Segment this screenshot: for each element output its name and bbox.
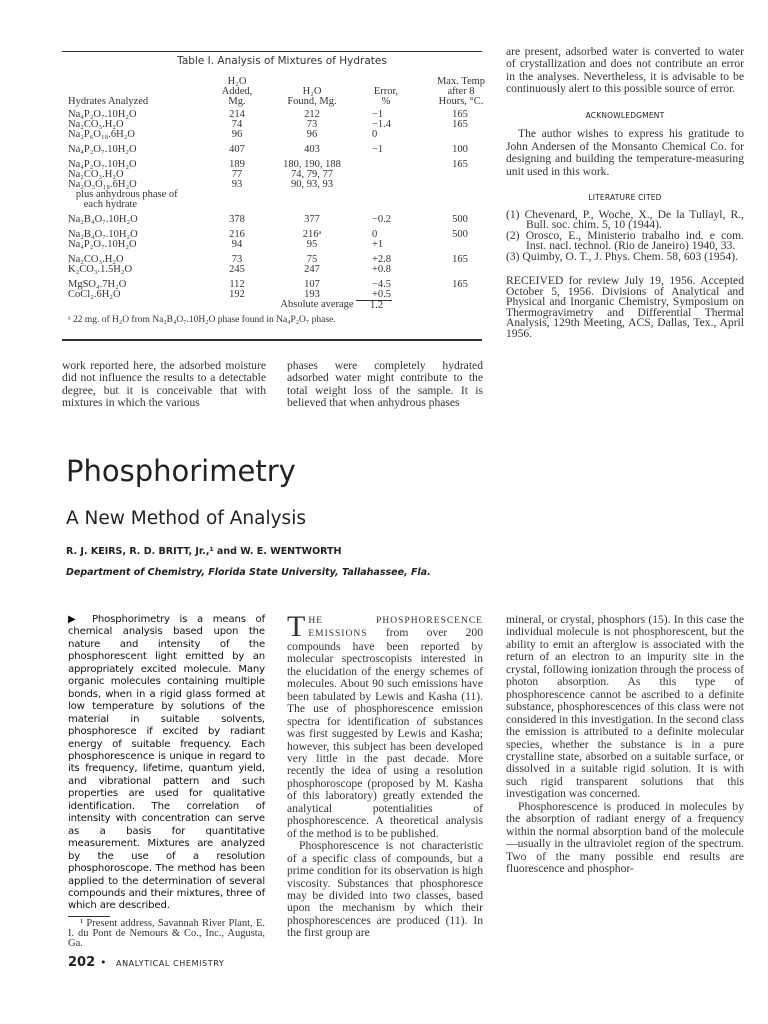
cell-h2o-found: 107	[304, 279, 320, 290]
cell-h2o-found: 73	[306, 119, 318, 130]
intro-paragraph	[287, 610, 483, 840]
cell-hydrate: Na₂CO₃.H₂O	[68, 254, 124, 265]
cell-hydrate: Na₂CO₃.H₂O	[68, 169, 124, 180]
cell-error-percent: −1.4	[372, 119, 392, 130]
cell-hydrate: Na₂O₃O₁₈.6H₂O	[68, 179, 137, 190]
table-bottom-rule	[62, 339, 482, 341]
cell-hydrate: Na₄P₂O₇.10H₂O	[68, 144, 137, 155]
received-note: RECEIVED for review July 19, 1956. Accepted October 5, 1956. Divisions of Analytical and Physical and Inorganic Chemistry, Symposium on Thermogravimetry and Differential Thermal Analysis, 129th Meeting, ACS, Dallas, Tex., April 1956.	[506, 274, 744, 340]
table-row	[62, 130, 482, 140]
paragraph-2: Phosphorescence is not characteristic of a specific class of compounds, but a prime condition for its observation is high viscosity. Substances that phosphoresce may be divided into two classes, based upon the mechanism by which their phosphorescences are produced (11). In the first group are	[287, 839, 483, 940]
average-row	[62, 300, 482, 310]
cell-error-percent: +0.5	[372, 289, 392, 300]
cell-max-temp: 165	[452, 109, 468, 120]
cell-h2o-added: 189	[229, 159, 245, 170]
table-row	[62, 265, 482, 275]
paragraph-4: Phosphorescence is produced in molecules by the absorption of radiant energy of a frequency within the normal absorption band of the molecule—usually in the ultraviolet region of the spectrum. Two of the many possible end results are fluorescence and phosphor-	[506, 799, 744, 876]
paragraph-3: mineral, or crystal, phosphors (15). In this case the individual molecule is not phosphorescent, but the ability to emit an afterglow is associated with the return of an electron to an impurity site in the crystal, following ionization through the process of photon absorption. As this type of phosphorescence cannot be ascribed to a definite substance, phosphorescences of this class were not considered in this investigation. In the second class the emission is attributed to a definite molecular species, whether the substance is in a pure crystalline state, absorbed on a suitable surface, or dissolved in a suitable rigid solution. It is with such rigid transparent solutions that this investigation was concerned.	[506, 613, 744, 801]
cell-max-temp: 500	[452, 229, 468, 240]
cell-h2o-added: 245	[229, 264, 245, 275]
article-title: Phosphorimetry	[66, 454, 296, 488]
cell-h2o-found: 216ᵃ	[302, 229, 322, 240]
cell-h2o-found: 96	[306, 129, 318, 140]
hydrates-table	[62, 55, 486, 325]
cell-h2o-added: 216	[229, 229, 245, 240]
cell-h2o-found: 95	[306, 239, 318, 250]
table-footnote: ᵃ 22 mg. of H₂O from Na₂B₄O₇.10H₂O phase found in Na₄P₂O₇ phase.	[68, 315, 336, 325]
cell-h2o-found: 377	[304, 214, 320, 225]
page-number: 202	[68, 955, 96, 970]
cell-error-percent: +2.8	[372, 254, 392, 265]
cell-h2o-added: 74	[231, 119, 243, 130]
cell-error-percent: 0	[372, 229, 378, 240]
author-footnote: ¹ Present address, Savannah River Plant, E. I. du Pont de Nemours & Co., Inc., Augusta, Ga.	[68, 917, 265, 949]
paragraph-1: from over 200 compounds have been reported by molecular spectroscopists interested in the elucidation of the energy schemes of molecules. About 90 such emissions have been tabulated by Lewis and Kasha (11). The use of phosphorescence emission spectra for identification of substances was first suggested by Lewis and Kasha; however, this subject has been developed very little in the past decade. More recently the idea of using a resolution phosphoroscope (proposed by M. Kasha of this laboratory) greatly extended the analytical potentialities of phosphorescence. A theoretical analysis of the method is to be published.	[287, 626, 483, 840]
reference-3: (3) Quimby, O. T., J. Phys. Chem. 58, 603 (1954).	[506, 249, 738, 263]
cell-max-temp: 165	[452, 254, 468, 265]
prev-col-2: phases were completely hydrated adsorbed water might contribute to the total weight loss of the sample. It is believed that when anhydrous phases	[287, 359, 483, 410]
cell-hydrate: Na₂P₆O₁₈.6H₂O	[68, 129, 136, 140]
table-row	[62, 290, 482, 300]
cell-hydrate: Na₂B₄O₇.10H₂O	[68, 229, 138, 240]
article-affiliation: Department of Chemistry, Florida State University, Tallahassee, Fla.	[66, 567, 431, 578]
body-column-1	[287, 610, 483, 940]
cell-h2o-added: 93	[231, 179, 243, 190]
header-error: Error, %	[373, 86, 399, 107]
header-added: H₂O Added, Mg.	[221, 76, 253, 107]
footer-bullet: •	[100, 956, 107, 969]
journal-name: ANALYTICAL CHEMISTRY	[116, 959, 225, 968]
table-row	[62, 240, 482, 250]
cell-h2o-found: 75	[306, 254, 318, 265]
cell-h2o-found: 212	[304, 109, 320, 120]
abstract: ▶ Phosphorimetry is a means of chemical analysis based upon the nature and intensity of the phosphorescent light emitted by an appropriately excited molecule. Many organic molecules containing multiple bonds, when in a rigid glass formed at low temperature by solutions of the material in suitable solvents, phosphoresce if excited by radiant energy of suitable frequency. Each phosphorescence is unique in regard to its frequency, lifetime, quantum yield, and vibrational pattern and such properties are used for qualitative identification. The correlation of intensity with concentration can serve as a basis for quantitative measurement. Mixtures are analyzed by the use of a resolution phosphoroscope. The method has been applied to the determination of several compounds and their mixtures, three of which are described.	[68, 614, 265, 912]
prev-col-3-text: are present, adsorbed water is converted to water of crystallization and does not contribute an error in the analyses. Nevertheless, it is advisable to be continuously alert to this possible source of error.	[506, 45, 744, 96]
prev-col-1: work reported here, the adsorbed moisture did not influence the results to a detectable degree, but it is conceivable that with mixtures in which the various	[62, 359, 266, 410]
body-column-2	[506, 614, 744, 876]
cell-hydrate: CoCl₂.6H₂O	[68, 289, 121, 300]
table-title: Table I. Analysis of Mixtures of Hydrates	[177, 55, 387, 67]
cell-h2o-found: 90, 93, 93	[291, 179, 333, 190]
cell-error-percent: −1	[372, 144, 384, 155]
cell-h2o-found: 180, 190, 188	[283, 159, 341, 170]
cell-hydrate: MgSO₄.7H₂O	[68, 279, 127, 290]
header-hydrates: Hydrates Analyzed	[68, 96, 149, 107]
drop-cap: T	[287, 610, 306, 643]
table-row	[62, 200, 482, 210]
cell-hydrate: each hydrate	[68, 199, 138, 210]
cell-error-percent: −4.5	[372, 279, 392, 290]
table-row	[62, 110, 482, 120]
cell-h2o-added: 77	[231, 169, 243, 180]
cell-h2o-added: 214	[229, 109, 245, 120]
cell-hydrate: Na₂CO₃.H₂O	[68, 119, 124, 130]
cell-h2o-added: 73	[231, 254, 243, 265]
cell-h2o-found: 74, 79, 77	[291, 169, 333, 180]
reference-1: (1) Chevenard, P., Woche, X., De la Tullayl, R., Bull. soc. chim. 5, 10 (1944).	[506, 207, 744, 232]
acknowledgment-heading: ACKNOWLEDGMENT	[585, 110, 665, 120]
table-row	[62, 280, 482, 290]
table-row	[62, 215, 482, 225]
article-subtitle: A New Method of Analysis	[66, 508, 306, 529]
cell-h2o-added: 378	[229, 214, 245, 225]
literature-heading: LITERATURE CITED	[588, 193, 662, 203]
cell-hydrate: plus anhydrous phase of	[68, 189, 178, 200]
header-max-temp: Max. Temp after 8 Hours, °C.	[436, 76, 486, 107]
cell-max-temp: 165	[452, 119, 468, 130]
cell-h2o-added: 112	[229, 279, 245, 290]
average-label: Absolute average	[280, 299, 354, 310]
cell-error-percent: −0.2	[372, 214, 392, 225]
cell-h2o-added: 407	[229, 144, 245, 155]
header-found: H₂O Found, Mg.	[287, 86, 337, 107]
acknowledgment-text: The author wishes to express his gratitude to John Andersen of the Monsanto Chemical Co. for designing and building the temperature-measuring unit used in this work.	[506, 127, 744, 178]
cell-error-percent: +1	[372, 239, 384, 250]
article-authors: R. J. KEIRS, R. D. BRITT, Jr.,¹ and W. E. WENTWORTH	[66, 546, 342, 557]
lead-in: HE PHOSPHORESCENCE EMISSIONS	[308, 616, 483, 640]
cell-hydrate: Na₂B₄O₇.10H₂O	[68, 214, 138, 225]
cell-max-temp: 100	[452, 144, 468, 155]
cell-h2o-added: 94	[231, 239, 243, 250]
cell-h2o-found: 247	[304, 264, 320, 275]
table-header	[62, 69, 486, 107]
abstract-column	[68, 614, 265, 949]
cell-h2o-found: 403	[304, 144, 320, 155]
cell-hydrate: Na₄P₂O₇.10H₂O	[68, 109, 137, 120]
reference-2: (2) Orosco, E., Ministerio trabalho ind. e com. Inst. nacl. technol. (Rio de Janeiro) 1940, 33.	[506, 228, 744, 253]
cell-hydrate: Na₄P₂O₇.10H₂O	[68, 239, 137, 250]
cell-hydrate: K₂CO₃.1.5H₂O	[68, 264, 133, 275]
cell-error-percent: 0	[372, 129, 378, 140]
cell-error-percent: +0.8	[372, 264, 392, 275]
table-row	[62, 160, 482, 170]
table-top-rule	[62, 51, 482, 52]
cell-hydrate: Na₄P₂O₇.10H₂O	[68, 159, 137, 170]
cell-max-temp: 165	[452, 279, 468, 290]
cell-max-temp: 500	[452, 214, 468, 225]
cell-h2o-added: 192	[229, 289, 245, 300]
footnote-rule	[68, 916, 110, 917]
prev-col-3	[506, 46, 744, 340]
cell-max-temp: 165	[452, 159, 468, 170]
cell-h2o-added: 96	[231, 129, 243, 140]
average-value: 1.2	[356, 300, 392, 311]
cell-h2o-found: 193	[304, 289, 320, 300]
cell-error-percent: −1	[372, 109, 384, 120]
table-body	[62, 110, 482, 300]
table-row	[62, 145, 482, 155]
